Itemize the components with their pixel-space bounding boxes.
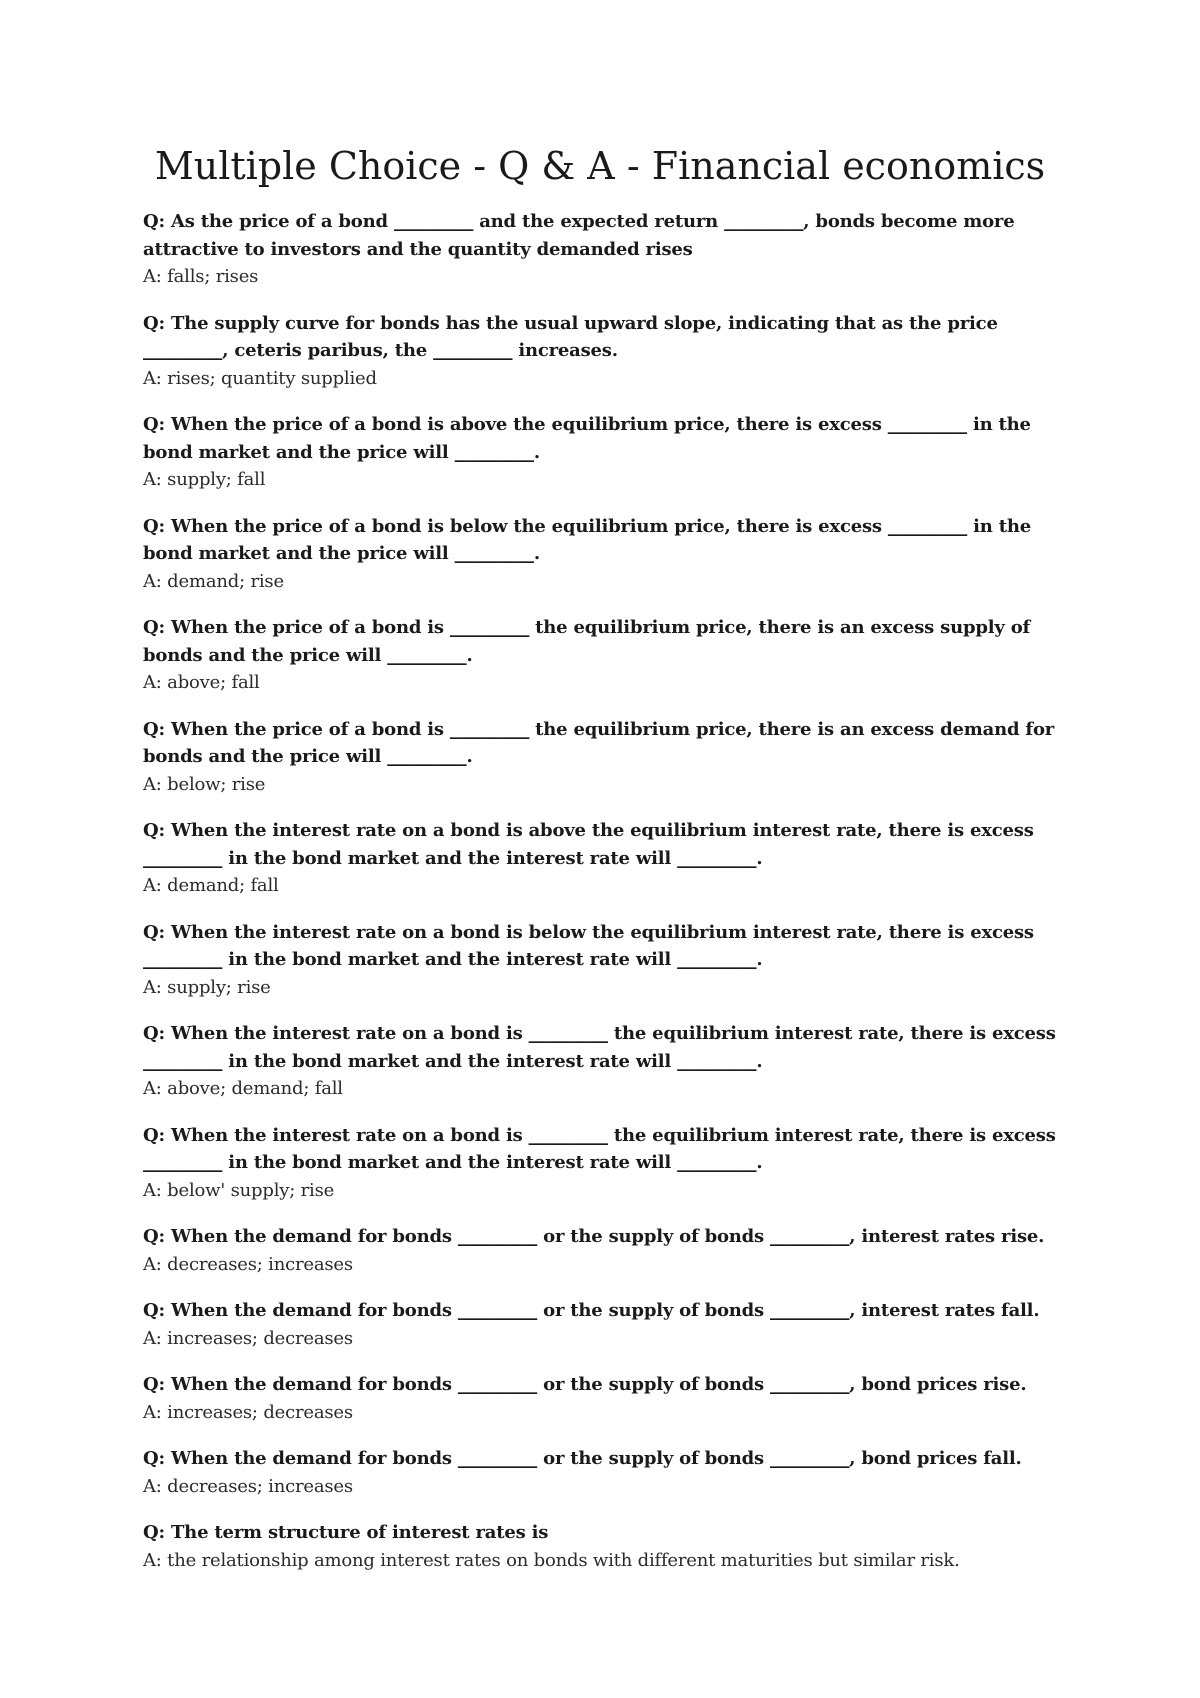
question-text: Q: The supply curve for bonds has the usual upward slope, indicating that as the price _________, ceteris paribus, the _________ increases. xyxy=(143,312,998,361)
answer-text: A: below' supply; rise xyxy=(143,1179,335,1201)
qa-item xyxy=(143,310,1073,393)
answer-text: A: increases; decreases xyxy=(143,1401,353,1423)
qa-item xyxy=(143,716,1073,799)
qa-item xyxy=(143,1223,1073,1278)
qa-item xyxy=(143,1371,1073,1426)
qa-item xyxy=(143,817,1073,900)
answer-text: A: above; fall xyxy=(143,672,260,693)
answer-text: A: above; demand; fall xyxy=(143,1078,343,1099)
question-text: Q: When the demand for bonds _________ or the supply of bonds _________, bond prices fall. xyxy=(143,1448,1022,1469)
question-text: Q: When the price of a bond is _________ the equilibrium price, there is an excess supply of bonds and the price will _________. xyxy=(143,617,1031,666)
question-text: Q: When the interest rate on a bond is below the equilibrium interest rate, there is excess _________ in the bond market and the interest rate will _________. xyxy=(143,921,1034,970)
qa-item xyxy=(143,208,1073,291)
answer-text: A: falls; rises xyxy=(143,266,259,287)
question-text: Q: When the demand for bonds _________ or the supply of bonds _________, bond prices rise. xyxy=(143,1374,1027,1395)
question-text: Q: When the price of a bond is _________ the equilibrium price, there is an excess demand for bonds and the price will _________. xyxy=(143,718,1055,767)
answer-text: A: demand; rise xyxy=(143,570,284,592)
answer-text: A: demand; fall xyxy=(143,875,279,896)
document-title: Multiple Choice - Q & A - Financial economics xyxy=(154,144,1046,188)
question-text: Q: When the price of a bond is below the equilibrium price, there is excess _________ in the bond market and the price will _________. xyxy=(143,515,1032,564)
qa-item xyxy=(143,1445,1073,1500)
qa-list xyxy=(143,208,1073,1593)
qa-item xyxy=(143,1020,1073,1103)
answer-text: A: below; rise xyxy=(143,773,266,795)
qa-item xyxy=(143,614,1073,697)
qa-item xyxy=(143,1519,1073,1574)
qa-item xyxy=(143,1122,1073,1205)
qa-item xyxy=(143,1297,1073,1352)
question-text: Q: The term structure of interest rates is xyxy=(143,1522,549,1543)
answer-text: A: the relationship among interest rates on bonds with different maturities but similar risk. xyxy=(143,1549,960,1571)
answer-text: A: supply; rise xyxy=(143,976,271,998)
question-text: Q: As the price of a bond _________ and the expected return _________, bonds become more attractive to investors and the quantity demanded rises xyxy=(143,211,1015,260)
answer-text: A: decreases; increases xyxy=(143,1475,353,1497)
question-text: Q: When the interest rate on a bond is _________ the equilibrium interest rate, there is excess _________ in the bond market and the interest rate will _________. xyxy=(143,1124,1056,1173)
question-text: Q: When the interest rate on a bond is _________ the equilibrium interest rate, there is excess _________ in the bond market and the interest rate will _________. xyxy=(143,1023,1056,1072)
answer-text: A: increases; decreases xyxy=(143,1327,353,1349)
qa-item xyxy=(143,411,1073,494)
question-text: Q: When the demand for bonds _________ or the supply of bonds _________, interest rates rise. xyxy=(143,1226,1045,1247)
answer-text: A: supply; fall xyxy=(143,469,266,490)
question-text: Q: When the demand for bonds _________ or the supply of bonds _________, interest rates fall. xyxy=(143,1300,1040,1321)
answer-text: A: decreases; increases xyxy=(143,1253,353,1275)
question-text: Q: When the interest rate on a bond is above the equilibrium interest rate, there is excess _________ in the bond market and the interest rate will _________. xyxy=(143,820,1034,869)
answer-text: A: rises; quantity supplied xyxy=(143,367,377,389)
qa-item xyxy=(143,513,1073,596)
question-text: Q: When the price of a bond is above the equilibrium price, there is excess _________ in the bond market and the price will _________. xyxy=(143,414,1031,463)
qa-item xyxy=(143,919,1073,1002)
